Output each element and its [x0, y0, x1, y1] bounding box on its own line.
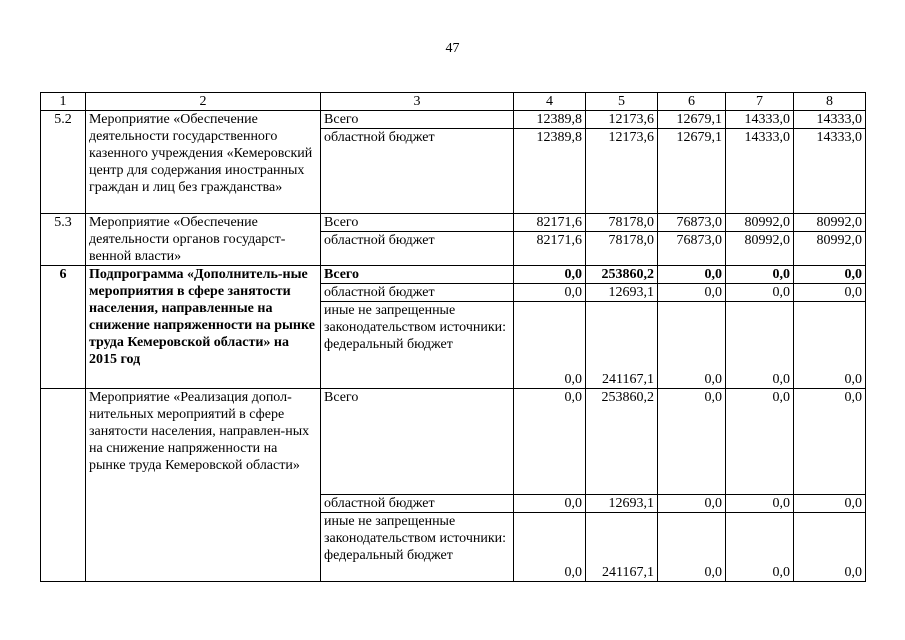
- value-cell: 78178,0: [586, 232, 658, 266]
- row-number: [41, 389, 86, 582]
- value-cell: 253860,2: [586, 389, 658, 495]
- row-title: Подпрограмма «Дополнитель-ные мероприятия в сфере занятости населения, направленные на снижение напряженности на рынке труда Кемеровской области» на 2015 год: [86, 266, 321, 389]
- value-cell: 78178,0: [586, 214, 658, 232]
- header-cell: 7: [726, 93, 794, 111]
- header-cell: 8: [794, 93, 866, 111]
- source-cell: Всего: [321, 111, 514, 129]
- value-cell: 0,0: [514, 495, 586, 513]
- source-cell: областной бюджет: [321, 284, 514, 302]
- value-cell: 14333,0: [794, 129, 866, 214]
- page-number: 47: [445, 41, 460, 56]
- header-cell: 5: [586, 93, 658, 111]
- header-cell: 2: [86, 93, 321, 111]
- value-cell: 12173,6: [586, 111, 658, 129]
- value-cell: 82171,6: [514, 214, 586, 232]
- row-number: 5.2: [41, 111, 86, 214]
- source-cell: Всего: [321, 389, 514, 495]
- value-cell: 76873,0: [658, 214, 726, 232]
- value-cell: 0,0: [726, 513, 794, 582]
- value-cell: 0,0: [658, 495, 726, 513]
- value-cell: 253860,2: [586, 266, 658, 284]
- value-cell: 0,0: [726, 302, 794, 389]
- value-cell: 12693,1: [586, 284, 658, 302]
- value-cell: 12389,8: [514, 129, 586, 214]
- value-cell: 0,0: [514, 513, 586, 582]
- table-row: [41, 214, 866, 232]
- value-cell: 80992,0: [794, 214, 866, 232]
- source-cell: иные не запрещенные законодательством источники: федеральный бюджет: [321, 302, 514, 389]
- source-cell: областной бюджет: [321, 129, 514, 214]
- source-cell: областной бюджет: [321, 495, 514, 513]
- row-number: 6: [41, 266, 86, 389]
- value-cell: 80992,0: [726, 214, 794, 232]
- value-cell: 14333,0: [726, 111, 794, 129]
- value-cell: 14333,0: [726, 129, 794, 214]
- value-cell: 0,0: [658, 389, 726, 495]
- value-cell: 0,0: [514, 266, 586, 284]
- header-cell: 4: [514, 93, 586, 111]
- value-cell: 0,0: [658, 513, 726, 582]
- value-cell: 0,0: [658, 302, 726, 389]
- value-cell: 82171,6: [514, 232, 586, 266]
- value-cell: 12679,1: [658, 111, 726, 129]
- value-cell: 80992,0: [726, 232, 794, 266]
- value-cell: 0,0: [794, 302, 866, 389]
- value-cell: 12173,6: [586, 129, 658, 214]
- value-cell: 0,0: [794, 495, 866, 513]
- value-cell: 0,0: [514, 284, 586, 302]
- row-title: Мероприятие «Реализация допол-нительных мероприятий в сфере занятости населения, направлен-ных на снижение напряженности на рынке труда Кемеровской области»: [86, 389, 321, 582]
- value-cell: 0,0: [794, 284, 866, 302]
- value-cell: 76873,0: [658, 232, 726, 266]
- source-cell: Всего: [321, 266, 514, 284]
- header-cell: 3: [321, 93, 514, 111]
- row-number: 5.3: [41, 214, 86, 266]
- value-cell: 80992,0: [794, 232, 866, 266]
- value-cell: 0,0: [726, 284, 794, 302]
- table-row: [41, 389, 866, 495]
- table-row: [41, 111, 866, 129]
- value-cell: 12389,8: [514, 111, 586, 129]
- header-cell: 6: [658, 93, 726, 111]
- value-cell: 0,0: [514, 302, 586, 389]
- header-row: [41, 93, 866, 111]
- source-cell: иные не запрещенные законодательством источники: федеральный бюджет: [321, 513, 514, 582]
- value-cell: 0,0: [794, 266, 866, 284]
- value-cell: 12693,1: [586, 495, 658, 513]
- value-cell: 0,0: [794, 389, 866, 495]
- value-cell: 0,0: [726, 266, 794, 284]
- header-cell: 1: [41, 93, 86, 111]
- source-cell: областной бюджет: [321, 232, 514, 266]
- value-cell: 241167,1: [586, 302, 658, 389]
- row-title: Мероприятие «Обеспечение деятельности государственного казенного учреждения «Кемеровский центр для содержания иностранных граждан и лиц без гражданства»: [86, 111, 321, 214]
- table-row: [41, 266, 866, 284]
- value-cell: 0,0: [514, 389, 586, 495]
- value-cell: 241167,1: [586, 513, 658, 582]
- budget-table: [40, 92, 866, 582]
- value-cell: 0,0: [726, 495, 794, 513]
- value-cell: 14333,0: [794, 111, 866, 129]
- value-cell: 0,0: [726, 389, 794, 495]
- value-cell: 12679,1: [658, 129, 726, 214]
- row-title: Мероприятие «Обеспечение деятельности органов государст-венной власти»: [86, 214, 321, 266]
- value-cell: 0,0: [794, 513, 866, 582]
- source-cell: Всего: [321, 214, 514, 232]
- value-cell: 0,0: [658, 284, 726, 302]
- value-cell: 0,0: [658, 266, 726, 284]
